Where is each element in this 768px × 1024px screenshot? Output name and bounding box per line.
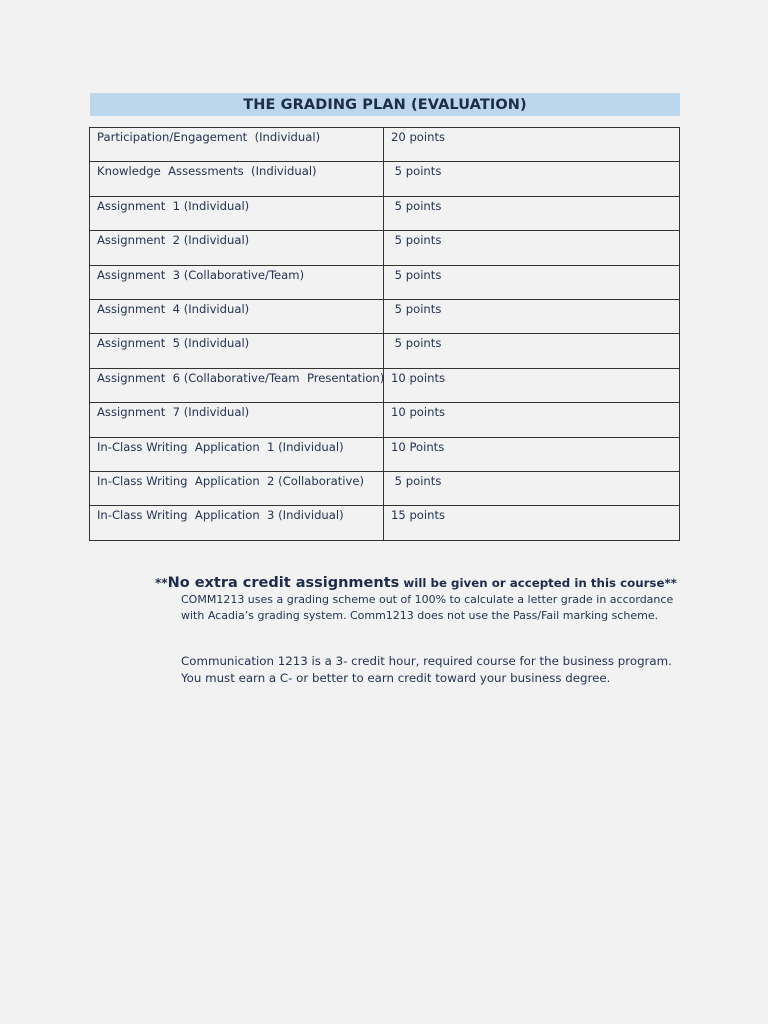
grading-item-cell: In-Class Writing Application 2 (Collaborative) (90, 471, 384, 505)
grading-points-cell: 20 points (384, 128, 680, 162)
table-row (90, 368, 680, 402)
grading-points-cell: 5 points (384, 231, 680, 265)
notice-rest: will be given or accepted in this course** (399, 576, 677, 590)
grading-points-cell: 5 points (384, 162, 680, 196)
table-row (90, 196, 680, 230)
grading-plan-title: THE GRADING PLAN (EVALUATION) (90, 93, 680, 116)
table-row (90, 162, 680, 196)
extra-credit-notice (155, 572, 715, 591)
grading-points-cell: 15 points (384, 506, 680, 540)
grading-item-cell: Assignment 5 (Individual) (90, 334, 384, 368)
table-row (90, 231, 680, 265)
grading-points-cell: 10 points (384, 368, 680, 402)
grading-points-cell: 5 points (384, 299, 680, 333)
grading-points-cell: 5 points (384, 334, 680, 368)
notice-stars: ** (155, 576, 168, 590)
grading-item-cell: Assignment 2 (Individual) (90, 231, 384, 265)
table-row (90, 471, 680, 505)
grading-table-body (90, 128, 680, 541)
table-row (90, 506, 680, 540)
table-row (90, 403, 680, 437)
grading-item-cell: Assignment 1 (Individual) (90, 196, 384, 230)
grading-points-cell: 10 Points (384, 437, 680, 471)
table-row (90, 265, 680, 299)
grading-item-cell: Assignment 6 (Collaborative/Team Presentation) (90, 368, 384, 402)
grading-item-cell: Assignment 4 (Individual) (90, 299, 384, 333)
table-row (90, 437, 680, 471)
grading-item-cell: Assignment 7 (Individual) (90, 403, 384, 437)
grading-scheme-paragraph: COMM1213 uses a grading scheme out of 100% to calculate a letter grade in accordance with Acadia’s grading system. Comm1213 does not use the Pass/Fail marking scheme. (181, 593, 674, 622)
table-row (90, 299, 680, 333)
grading-item-cell: In-Class Writing Application 3 (Individual) (90, 506, 384, 540)
grading-points-cell: 5 points (384, 196, 680, 230)
grading-points-cell: 5 points (384, 265, 680, 299)
grading-item-cell: In-Class Writing Application 1 (Individual) (90, 437, 384, 471)
notice-main: No extra credit assignments (167, 575, 400, 591)
grading-item-cell: Knowledge Assessments (Individual) (90, 162, 384, 196)
grading-table (89, 127, 680, 541)
grading-item-cell: Assignment 3 (Collaborative/Team) (90, 265, 384, 299)
table-row (90, 128, 680, 162)
grading-points-cell: 5 points (384, 471, 680, 505)
course-requirement-paragraph: Communication 1213 is a 3- credit hour, required course for the business program. You must earn a C- or better to earn credit toward your business degree. (181, 654, 672, 685)
grading-points-cell: 10 points (384, 403, 680, 437)
grading-item-cell: Participation/Engagement (Individual) (90, 128, 384, 162)
table-row (90, 334, 680, 368)
